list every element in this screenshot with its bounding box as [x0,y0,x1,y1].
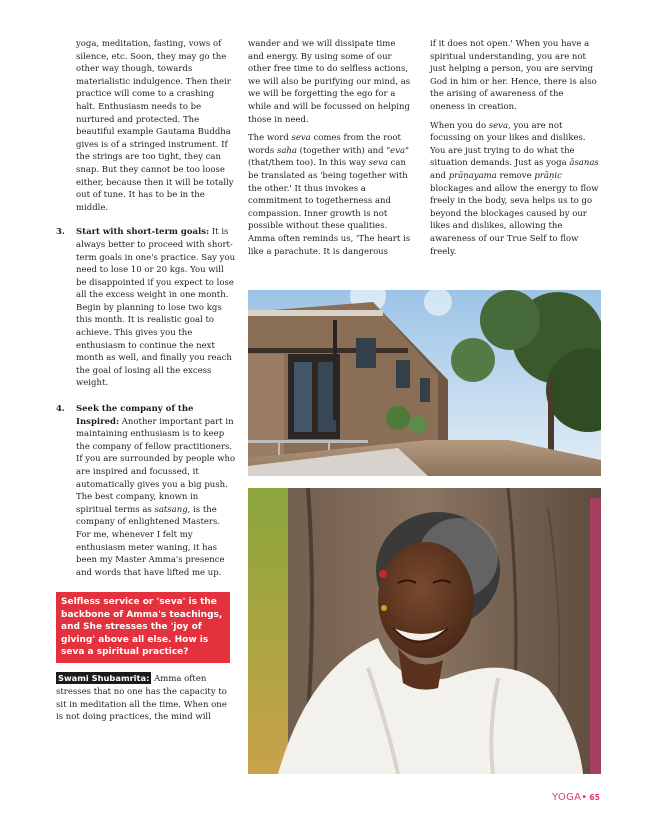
paragraph-seva-practice [430,120,600,259]
page-number: 65 [589,793,600,802]
paragraph-seva-etymology [248,132,414,258]
list-item-4 [56,403,236,579]
list-number: 4. [56,404,65,415]
paragraph: wander and we will dissipate time and energy. By using some of our other free time to do selfless actions, we will also be purifying our mind, as we will be forgetting the ego for a while and will be focussed on helping those in need. [248,39,411,125]
text-run: (together with) and " [296,145,391,156]
text-run: comes from the root words [248,133,401,156]
list-item-3 [56,226,236,390]
text-run: , you are not focussing on your likes and dislikes. You are just trying to do what the situation demands. Just as yoga [430,120,586,169]
continuation-paragraph: yoga, meditation, fasting, vows of silence, etc. Soon, they may go the other way though, towards materialistic indulgence. Then their practice will come to a crashing halt. Enthusiasm needs to be nurtured and protected. The beautiful example Gautama Buddha gives is of a stringed instrument. If the strings are too tight, they can snap. But they cannot be too loose either, because then it will be totally out of tune. It has to be in the middle. [76,39,234,213]
answer-paragraph [56,672,236,723]
text-column-2 [248,38,414,264]
list-heading: Start with short-term goals: [76,227,210,238]
list-body: It is always better to proceed with short-term goals in one's practice. Say you need to lose 10 or 20 kgs. You will be disappointed if you expect to lose all the excess weight in one month. Begin by planning to lose two kgs this month. It is realistic goal to achieve. This gives you the enthusiasm to continue the next month as well, and finally you reach the goal of losing all the excess weight. [76,227,236,389]
text-run: When you do [430,120,489,131]
italic-term: prāṇic [534,170,562,181]
question-callout: Selfless service or 'seva' is the backbone of Amma's teachings, and She stresses the 'joy of giving' above all else. How is seva a spiritual practice? [56,592,230,663]
list-heading: Seek the company of the Inspired: [76,404,194,427]
italic-term: eva [390,145,406,156]
paragraph: if it does not open.' When you have a spiritual understanding, you are not just helping a person, you are serving God in him or her. Hence, there is also the arising of awareness of the oneness in creation. [430,39,597,112]
italic-term: āsanas [569,158,599,169]
text-column-3 [430,38,600,264]
list-number: 3. [56,227,65,238]
text-run: can be translated as 'being together with the other.' It thus invokes a commitment to togetherness and compassion. Inner growth is not possible without these qualities. Amma often reminds us, 'The heart is like a parachute. It is dangerous [248,158,411,257]
answer-text: Amma often stresses that no one has the capacity to sit in meditation all the time. When one is not doing practices, the mind will [56,674,227,723]
text-column-1 [56,38,236,730]
italic-term: saha [276,145,297,156]
speaker-label: Swami Shubamrita: [58,673,150,684]
italic-term: seva [291,133,311,144]
text-run: " (that/them too). In this way [248,145,409,169]
magazine-logo: YOGA• [552,792,588,803]
text-run: The word [248,133,292,144]
italic-term: prāṇayama [448,170,497,181]
list-body-end: , is the company of enlightened Masters. For me, whenever I felt my enthusiasm meter waning, it has been my Master Amma's presence and words that have lifted me up. [76,504,225,578]
page-footer [552,785,600,804]
italic-term: seva [368,158,388,169]
list-body: Another important part in maintaining enthusiasm is to keep the company of fellow practitioners. If you are surrounded by people who are inspired and focussed, it automatically gives you a big push. The best company, known in spiritual terms as [76,416,236,515]
text-run: and [430,170,449,181]
portrait-photo [248,488,601,774]
text-run: remove [496,170,535,181]
italic-term: seva [488,120,509,131]
text-run: blockages and allow the energy to flow freely in the body, seva helps us to go beyond the blockages caused by our likes and dislikes, allowing the awareness of our True Self to flow freely. [430,183,599,257]
building-photo [248,290,601,476]
term-satsang: satsang [154,504,188,515]
